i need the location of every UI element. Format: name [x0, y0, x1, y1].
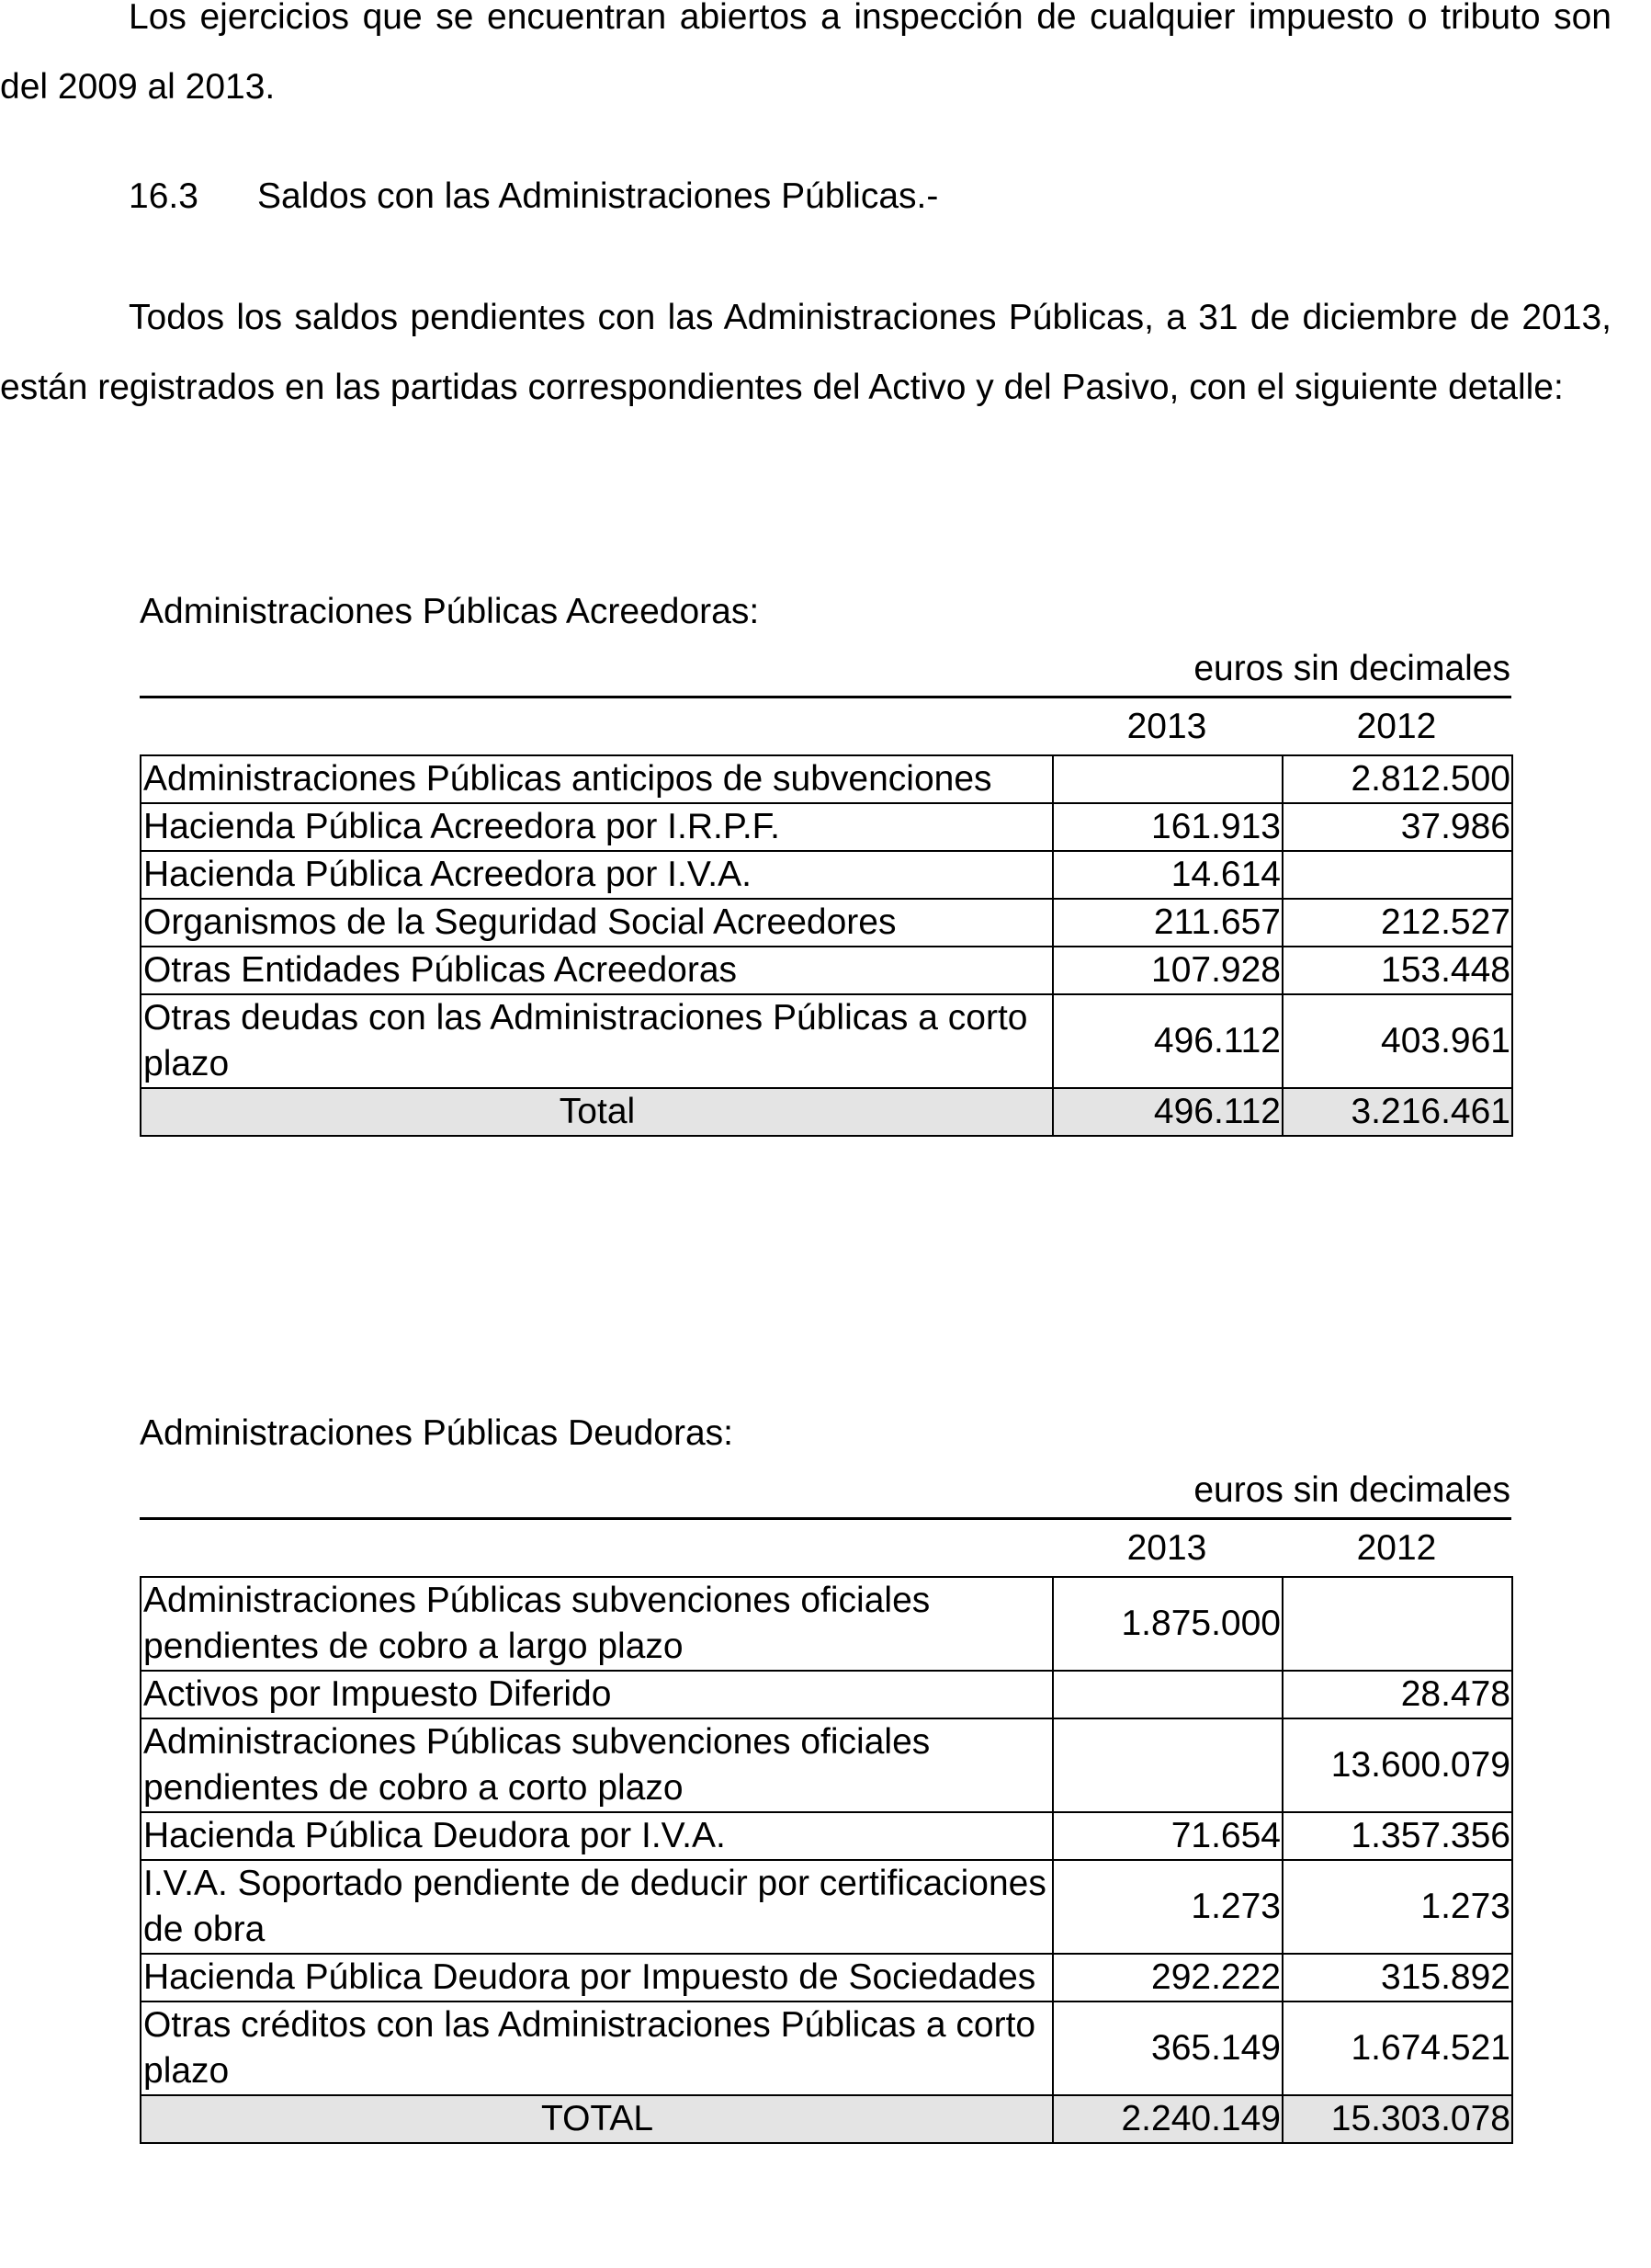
value-2013: 496.112 [1053, 994, 1283, 1088]
acreedoras-table [140, 754, 1513, 1137]
deudoras-year-2012: 2012 [1356, 1528, 1437, 1568]
acreedoras-year-2012: 2012 [1356, 707, 1437, 746]
acreedoras-year-2013: 2013 [1126, 707, 1207, 746]
total-row [141, 1088, 1512, 1136]
value-2012 [1283, 1577, 1512, 1671]
row-label: TOTAL [141, 2095, 1053, 2143]
value-2012: 15.303.078 [1283, 2095, 1512, 2143]
row-label: Organismos de la Seguridad Social Acreedores [141, 899, 1053, 947]
row-label: Otras deudas con las Administraciones Públicas a corto plazo [141, 994, 1053, 1088]
value-2012: 3.216.461 [1283, 1088, 1512, 1136]
value-2012: 315.892 [1283, 1954, 1512, 2002]
value-2012: 1.273 [1283, 1860, 1512, 1954]
value-2012: 2.812.500 [1283, 755, 1512, 803]
value-2013 [1053, 1671, 1283, 1718]
acreedoras-year-header [140, 699, 1511, 754]
deudoras-table [140, 1576, 1513, 2144]
acreedoras-title: Administraciones Públicas Acreedoras: [140, 592, 760, 631]
row-label: Hacienda Pública Deudora por Impuesto de Sociedades [141, 1954, 1053, 2002]
row-label: Administraciones Públicas subvenciones oficiales pendientes de cobro a largo plazo [141, 1577, 1053, 1671]
deudoras-year-header [140, 1521, 1511, 1576]
value-2012: 212.527 [1283, 899, 1512, 947]
value-2013: 292.222 [1053, 1954, 1283, 2002]
deudoras-title: Administraciones Públicas Deudoras: [140, 1413, 733, 1453]
table-row [141, 851, 1512, 899]
value-2013: 2.240.149 [1053, 2095, 1283, 2143]
intro-paragraph: Los ejercicios que se encuentran abiertos a inspección de cualquier impuesto o tributo son del 2009 al 2013. [0, 0, 1611, 107]
row-label: Otras Entidades Públicas Acreedoras [141, 947, 1053, 994]
detail-paragraph: Todos los saldos pendientes con las Administraciones Públicas, a 31 de diciembre de 2013, están registrados en las partidas correspondientes del Activo y del Pasivo, con el siguiente detalle: [0, 298, 1611, 407]
table-row [141, 1860, 1512, 1954]
value-2012: 153.448 [1283, 947, 1512, 994]
table-row [141, 1954, 1512, 2002]
row-label: I.V.A. Soportado pendiente de deducir por certificaciones de obra [141, 1860, 1053, 1954]
value-2012: 37.986 [1283, 803, 1512, 851]
row-label: Otras créditos con las Administraciones Públicas a corto plazo [141, 2002, 1053, 2095]
value-2012: 1.674.521 [1283, 2002, 1512, 2095]
table-row [141, 1671, 1512, 1718]
value-2013: 1.875.000 [1053, 1577, 1283, 1671]
value-2012 [1283, 851, 1512, 899]
section-number: 16.3 [129, 176, 198, 216]
value-2013 [1053, 1718, 1283, 1812]
table-row [141, 755, 1512, 803]
deudoras-unit: euros sin decimales [1193, 1470, 1510, 1510]
value-2013: 365.149 [1053, 2002, 1283, 2095]
value-2013: 161.913 [1053, 803, 1283, 851]
row-label: Hacienda Pública Deudora por I.V.A. [141, 1812, 1053, 1860]
row-label: Administraciones Públicas anticipos de subvenciones [141, 755, 1053, 803]
section-title: Saldos con las Administraciones Públicas.- [257, 176, 939, 216]
table-row [141, 1812, 1512, 1860]
value-2013: 211.657 [1053, 899, 1283, 947]
table-row [141, 994, 1512, 1088]
acreedoras-unit: euros sin decimales [1193, 649, 1510, 688]
row-label: Administraciones Públicas subvenciones oficiales pendientes de cobro a corto plazo [141, 1718, 1053, 1812]
value-2013: 71.654 [1053, 1812, 1283, 1860]
section-heading [129, 162, 938, 232]
total-row [141, 2095, 1512, 2143]
row-label: Hacienda Pública Acreedora por I.V.A. [141, 851, 1053, 899]
deudoras-year-2013: 2013 [1126, 1528, 1207, 1568]
row-label: Hacienda Pública Acreedora por I.R.P.F. [141, 803, 1053, 851]
value-2013 [1053, 755, 1283, 803]
value-2013: 107.928 [1053, 947, 1283, 994]
acreedoras-rule [140, 696, 1511, 698]
value-2013: 14.614 [1053, 851, 1283, 899]
value-2013: 496.112 [1053, 1088, 1283, 1136]
table-row [141, 803, 1512, 851]
row-label: Total [141, 1088, 1053, 1136]
value-2012: 28.478 [1283, 1671, 1512, 1718]
table-row [141, 2002, 1512, 2095]
table-row [141, 947, 1512, 994]
row-label: Activos por Impuesto Diferido [141, 1671, 1053, 1718]
deudoras-rule [140, 1517, 1511, 1520]
table-row [141, 899, 1512, 947]
value-2012: 13.600.079 [1283, 1718, 1512, 1812]
value-2013: 1.273 [1053, 1860, 1283, 1954]
table-row [141, 1718, 1512, 1812]
table-row [141, 1577, 1512, 1671]
value-2012: 1.357.356 [1283, 1812, 1512, 1860]
value-2012: 403.961 [1283, 994, 1512, 1088]
